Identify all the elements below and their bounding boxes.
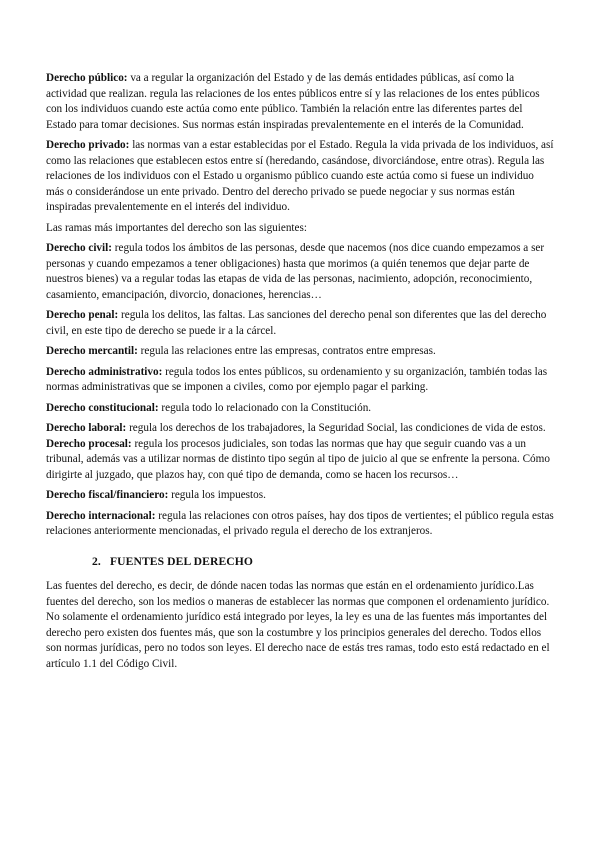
paragraph-derecho-penal [46, 308, 554, 339]
term-derecho-civil: Derecho civil: [46, 242, 112, 254]
text-derecho-constitucional: regula todo lo relacionado con la Constitución. [158, 401, 372, 414]
term-derecho-penal: Derecho penal: [46, 309, 119, 321]
paragraph-derecho-laboral [46, 421, 554, 437]
paragraph-derecho-procesal [46, 437, 554, 484]
term-derecho-fiscal: Derecho fiscal/financiero: [46, 489, 169, 501]
term-derecho-publico: Derecho público: [46, 72, 128, 84]
paragraph-derecho-publico [46, 71, 554, 133]
section-heading [92, 554, 554, 570]
term-derecho-procesal: Derecho procesal: [46, 437, 132, 450]
term-derecho-administrativo: Derecho administrativo: [46, 365, 163, 378]
paragraph-derecho-fiscal [46, 488, 554, 504]
paragraph-ramas-intro: Las ramas más importantes del derecho son las siguientes: [46, 221, 307, 234]
paragraph-derecho-privado [46, 138, 554, 216]
text-derecho-laboral: regula los derechos de los trabajadores, la Seguridad Social, las condiciones de vida de estos. [126, 422, 546, 434]
term-derecho-laboral: Derecho laboral: [46, 422, 127, 434]
text-derecho-internacional: regula las relaciones con otros países, hay dos tipos de vertientes; el público regula estas relaciones anteriormente mencionadas, el privado regula el derecho de los extranjeros. [46, 509, 554, 537]
text-derecho-fiscal: regula los impuestos. [168, 489, 266, 501]
section-title: FUENTES DEL DERECHO [110, 554, 253, 568]
term-derecho-internacional: Derecho internacional: [46, 509, 156, 522]
text-derecho-administrativo: regula todos los entes públicos, su ordenamiento y su organización, también todas las normas administrativas que se imponen a civiles, como por ejemplo pagar el parking. [46, 365, 548, 393]
text-derecho-mercantil: regula las relaciones entre las empresas, contratos entre empresas. [137, 345, 436, 357]
section-number: 2. [92, 554, 101, 568]
term-derecho-privado: Derecho privado: [46, 139, 130, 151]
text-derecho-civil: regula todos los ámbitos de las personas, desde que nacemos (nos dice cuando empezamos a ser personas y cuando empezamos a tener obligaciones) hasta que morimos (a quién tenemos que dejar parte de nuestros bienes) va a regular todas las etapas de vida de las personas, nacimiento, adopción, reconocimiento, casamiento, emancipación, divorcio, donaciones, herencias… [46, 242, 545, 301]
text-derecho-procesal: regula los procesos judiciales, son todas las normas que hay que seguir cuando vas a un tribunal, además vas a utilizar normas de distinto tipo según al tipo de juicio al que se enfrente la persona. Cómo dirigirte al juzgado, que plazos hay, con qué tipo de demanda, como se hacen los recursos… [46, 437, 550, 481]
paragraph-derecho-internacional [46, 509, 554, 540]
paragraph-derecho-constitucional [46, 401, 554, 417]
term-derecho-mercantil: Derecho mercantil: [46, 345, 138, 357]
paragraph-fuentes: Las fuentes del derecho, es decir, de dónde nacen todas las normas que están en el ordenamiento jurídico.Las fuentes del derecho, son los medios o maneras de establecer las normas que componen el ordenamiento jurídico. No solamente el ordenamiento jurídico está integrado por leyes, la ley es una de las fuentes más importantes del derecho pero existen dos fuentes más, que son la costumbre y los principios generales del derecho. Todos ellos son normas jurídicas, pero no todos son leyes. El derecho nace de estás tres ramas, todo esto está redactado en el artículo 1.1 del Código Civil. [46, 580, 550, 670]
text-derecho-penal: regula los delitos, las faltas. Las sanciones del derecho penal son diferentes que las del derecho civil, en este tipo de derecho se puede ir a la cárcel. [46, 309, 547, 337]
document-body [46, 71, 554, 677]
paragraph-derecho-civil [46, 241, 554, 303]
paragraph-derecho-administrativo [46, 365, 554, 396]
term-derecho-constitucional: Derecho constitucional: [46, 401, 159, 414]
text-derecho-privado: las normas van a estar establecidas por el Estado. Regula la vida privada de los individuos, así como las relaciones que establecen estos entre sí (heredando, casándose, divorciándose, entre otras). Regula las relaciones de los individuos con el Estado u organismo público cuando este actúa como si fuese un individuo más o considerándose un ente privado. Dentro del derecho privado se puede negociar y sus normas están inspiradas prevalentemente en el interés del individuo. [46, 139, 554, 213]
paragraph-derecho-mercantil [46, 344, 554, 360]
text-derecho-publico: va a regular la organización del Estado y de las demás entidades públicas, así como la actividad que realizan. regula las relaciones de los entes públicos entre sí y las relaciones de los entes públicos con los individuos cuando este actúa como ente público. También la relación entre las diferentes partes del Estado para tomar decisiones. Sus normas están inspiradas prevalentemente en el interés de la Comunidad. [46, 72, 540, 131]
